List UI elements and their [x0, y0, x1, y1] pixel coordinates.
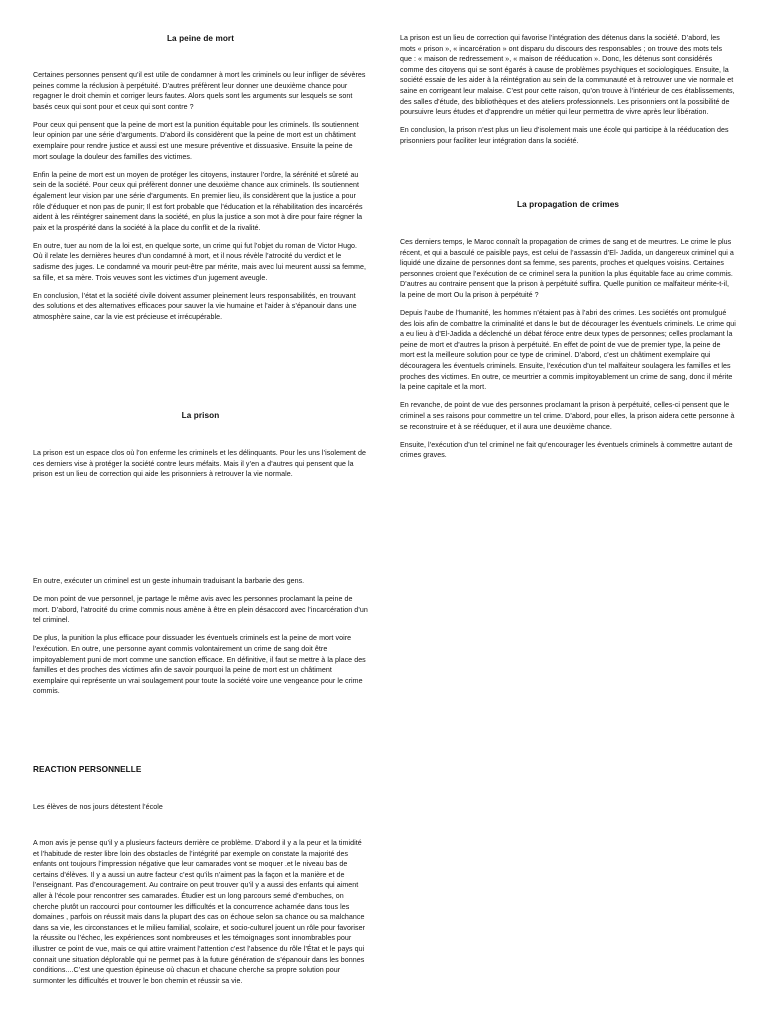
- paragraph: En outre, exécuter un criminel est un geste inhumain traduisant la barbarie des gens.: [33, 577, 305, 585]
- section-peine-de-mort: [33, 34, 368, 43]
- section-reaction-body: [33, 838, 368, 994]
- paragraph: Depuis l’aube de l’humanité, les hommes n’étaient pas à l’abri des crimes. Les sociétés ont promulgué des lois afin de combattre la criminalité et dans le but de décourager les éventuels criminels. Le crime qui a eu lieu à d’El-Jadida a déclenché un débat féroce entre deux types de personnes; celles proclamant la peine de mort et d’autres la prison à perpétuité. En effet de point de vue de premier type, la peine de mort est la meilleure solution pour ce type de criminel. D’abord, c’est un châtiment exemplaire qui découragera les éventuels criminels. Ensuite, l’exécution d’un tel malfaiteur soulagera les familles et les proches des victimes. En outre, ce meurtrier a commis impitoyablement un crime de sang, donc il mérite la peine capitale et la mort.: [400, 309, 736, 392]
- section-prison-body: [33, 448, 368, 487]
- paragraph: Ensuite, l’exécution d’un tel criminel ne fait qu’encourager les éventuels criminels à commettre autant de crimes graves.: [400, 440, 733, 460]
- section-prison-suite: [400, 33, 736, 154]
- section-title: REACTION PERSONNELLE: [33, 765, 142, 774]
- section-propagation-body: [400, 237, 736, 468]
- section-opinion: [33, 576, 368, 704]
- section-title: La peine de mort: [166, 34, 235, 43]
- paragraph: Ces derniers temps, le Maroc connaît la propagation de crimes de sang et de meurtres. Le crime le plus récent, et qui a basculé ce paisible pays, est celui de l’assassin d’El- Jadida, un dangereux criminel qui a liquidé une dizaine de personnes dont sa femme, ses parents, proches et quelques voisins. Certaines personnes croient que l’exécution de ce criminel sera la punition la plus équitable face au crime commis. D’autres au contraire pensent que la prison à perpétuité suffira. Quelle punition ce malfaiteur mérite-t-il, la peine de mort Ou la prison à perpétuité ?: [400, 238, 734, 299]
- section-propagation: [400, 200, 736, 209]
- paragraph: En revanche, de point de vue des personnes proclamant la prison à perpétuité, celles-ci pensent que le criminel a ses raisons pour commettre un tel crime. D’abord, pour elles, la prison aidera cette personne à se reconstruire et à se rééduquer, et il aura une deuxième chance.: [400, 401, 735, 431]
- paragraph: A mon avis je pense qu’il y a plusieurs facteurs derrière ce problème. D’abord il y a la peur et la timidité et l’habitude de rester libre loin des obstacles de l’intégrité par exemple on constate la majorité des enfants ont toujours l’impression négative que leur camarades vont se moquer .et le niveau bas de certains d’élèves. Il y a aussi un autre facteur c’est qu’ils n’aiment pas la façon et la manière et de l’enseignant. Pas d’encouragement. Au contraire on peut trouver qu’il y a aussi des enfants qui aiment aller à l’école pour rencontrer ses camarades. Étudier est un long parcours semé d’embuches, on cherche plutôt un raccourci pour contourner les difficultés et la concurrence acharnée dans tous les domaines , parfois on réussit mais dans la plupart des cas on échoue selon sa chance ou sa malchance dans sa vie, les circonstances et le milieu familial, scolaire, et socio-culturel jouent un rôle pour favoriser la réussite ou l’échec, les expériences sont nombreuses et les témoignages sont innombrables pour illustrer ce point de vue, mais ce qui attire vraiment l’attention c’est l’absence du rôle l’État et le pays qui connait une situation déplorable qui ne permet pas à la future génération de s’épanouir dans les bonnes conditions....C’est une question épineuse où chacun et chacune cherche sa propre solution pour surmonter les difficultés et trouver le bon chemin et réussir sa vie.: [33, 839, 366, 985]
- paragraph: Enfin la peine de mort est un moyen de protéger les citoyens, instaurer l’ordre, la sérénité et sûreté au sein de la société. Pour ceux qui préfèrent donner une deuxième chance aux criminels. Ils soutiennent également leur vision par une série d’arguments. En premier lieu, ils considèrent que la justice a pour rôle d’éduquer et non pas de punir; Il est fort probable que l’éducation et la réhabilitation des incarcérés aident à les réintégrer sainement dans la société, en plus la justice a son mot à dire pour faire régner la paix et la prospérité dans la société à la place du conflit et de la rivalité.: [33, 170, 363, 232]
- paragraph: En conclusion, l’état et la société civile doivent assumer pleinement leurs responsabilités, en trouvant des solutions et des alternatives efficaces pour sauver la vie humaine et l’aider à s’épanouir dans une atmosphère saine, car la vie est précieuse et irrécupérable.: [33, 291, 357, 321]
- section-reaction-subtitle: [33, 802, 368, 820]
- paragraph: Pour ceux qui pensent que la peine de mort est la punition équitable pour les criminels. Ils soutiennent leur opinion par une série d’arguments. D’abord ils considèrent que la peine de mort est un châtiment exemplaire pour rendre justice et aussi est une mesure préventive et dissuasive. Ensuite la peine de mort soulage la douleur des familles des victimes.: [33, 120, 359, 161]
- paragraph: De mon point de vue personnel, je partage le même avis avec les personnes proclamant la peine de mort. D’abord, l’atrocité du crime commis nous amène à être en plein désaccord avec l’incarcération d’un tel criminel.: [33, 595, 368, 625]
- paragraph: La prison est un espace clos où l’on enferme les criminels et les délinquants. Pour les uns l’isolement de ces derniers vise à protéger la société contre leurs méfaits. Mais il y’en a d’autres qui pensent que la prison est un lieu de correction qui aide les prisonniers à retrouver la vie normale.: [33, 449, 366, 479]
- section-peine-de-mort-body: [33, 70, 368, 330]
- subtitle: Les élèves de nos jours détestent l’école: [33, 803, 163, 811]
- section-reaction: [33, 765, 368, 774]
- paragraph: En outre, tuer au nom de la loi est, en quelque sorte, un crime qui fut l’objet du roman de Victor Hugo. Où il relate les dernières heures d’un condamné à mort, et il nous révèle l’atrocité du verdict et le sadisme des juges. Le condamné va mourir peut-être par mérite, mais avec lui meurent aussi sa femme, sa fille, et sa mère. Trois veuves sont les victimes d’un jugement aveugle.: [33, 241, 367, 282]
- section-title: La propagation de crimes: [516, 200, 620, 209]
- section-title: La prison: [181, 411, 220, 420]
- paragraph: En conclusion, la prison n’est plus un lieu d’isolement mais une école qui participe à la rééducation des prisonniers pour faciliter leur intégration dans la société.: [400, 126, 729, 145]
- paragraph: Certaines personnes pensent qu’il est utile de condamner à mort les criminels ou leur infliger de sévères peines comme la réclusion à perpétuité. D’autres préfèrent leur donner une deuxième chance pour regagner le droit chemin et corriger leurs fautes. Alors quels sont les arguments sur lesquels se sont basés ceux qui sont pour et ceux qui sont contre ?: [33, 71, 366, 111]
- paragraph: De plus, la punition la plus efficace pour dissuader les éventuels criminels est la peine de mort voire l’exécution. En outre, une personne ayant commis volontairement un crime de sang doit être impitoyablement puni de mort comme une sanction efficace. En définitive, il faut se mettre à la place des familles et des proches des victimes afin de savoir pourquoi la peine de mort est un châtiment exemplaire qui représente un vrai soulagement pour toute la société voire une vengeance pour le crime commis.: [33, 634, 366, 696]
- paragraph: La prison est un lieu de correction qui favorise l’intégration des détenus dans la société. D’abord, les mots « prison », « incarcération » ont disparu du discours des responsables ; on trouve des mots tels que : « maison de redressement », « maison de rééducation ». Donc, les détenus sont considérés comme des citoyens qui se sont égarés à cause de problèmes psychiques et sociologiques. Ensuite, la société essaie de les aider à la réintégration au sein de la communauté et à retrouver une vie normale et saine en corrigeant leur malaise. C’est pour cette raison, qu’on trouve à l’intérieur de ces établissements, des salles d’étude, des bibliothèques et des ateliers professionnels. Les prisonniers ont la possibilité de poursuivre leurs études et d’apprendre un métier qui leur permettra de vivre après leur libération.: [400, 34, 735, 117]
- section-prison: [33, 411, 368, 420]
